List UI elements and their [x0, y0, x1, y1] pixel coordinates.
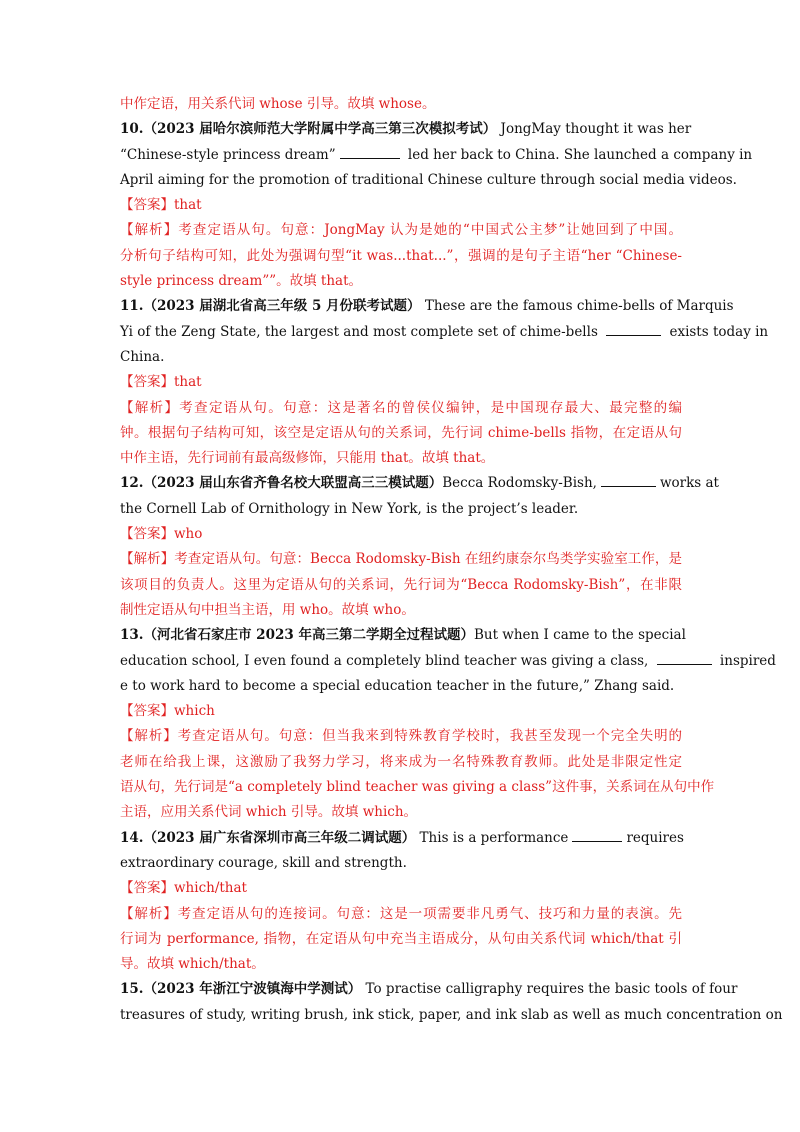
question-source: 15.（2023 年浙江宁波镇海中学测试） — [120, 981, 362, 998]
analysis-line: 【解析】考查定语从句。句意：这是著名的曾侯仪编钟，是中国现存最大、最完整的编 — [120, 399, 682, 416]
text-span: To practise calligraphy requires the basic tools of four — [361, 981, 738, 998]
text-span: Yi of the Zeng State, the largest and most complete set of chime-bells — [120, 323, 603, 340]
question-line — [120, 497, 682, 522]
answer-blank — [340, 144, 400, 159]
question-source: 13.（河北省石家庄市 2023 年高三第二学期全过程试题） — [120, 627, 474, 644]
text-span: education school, I even found a completely blind teacher was giving a class, — [120, 652, 653, 669]
text-span: works at — [659, 475, 719, 492]
analysis-line: 语从句，先行词是“a completely blind teacher was giving a class”这件事，关系词在从句中作 — [120, 779, 715, 796]
text-span: e to work hard to become a special education teacher in the future,” Zhang said. — [120, 677, 675, 694]
text-span: China. — [120, 348, 165, 365]
analysis-line: style princess dream””。故填 that。 — [120, 273, 363, 290]
analysis-line: 导。故填 which/that。 — [120, 956, 265, 973]
text-span: These are the famous chime-bells of Marquis — [420, 298, 734, 315]
text-span: This is a performance — [415, 829, 569, 846]
text-span: 中作定语，用关系代词 whose 引导。故填 whose。 — [120, 96, 436, 112]
analysis-line: 制性定语从句中担当主语，用 who。故填 who。 — [120, 601, 415, 618]
page-content — [120, 92, 783, 1028]
question-line — [120, 851, 682, 876]
text-span: the Cornell Lab of Ornithology in New York, is the project’s leader. — [120, 500, 579, 517]
answer-line: 【答案】that — [120, 374, 202, 391]
question-item — [120, 92, 682, 117]
analysis-line: 该项目的负责人。这里为定语从句的关系词，先行词为“Becca Rodomsky-Bish”，在非限 — [120, 576, 682, 593]
text-span: extraordinary courage, skill and strength. — [120, 854, 407, 871]
question-source: 11.（2023 届湖北省高三年级 5 月份联考试题） — [120, 298, 421, 315]
question-line — [120, 649, 776, 674]
analysis-line — [120, 92, 682, 117]
analysis-line: 钟。根据句子结构可知，该空是定语从句的关系词，先行词 chime-bells 指物，在定语从句 — [120, 424, 682, 441]
text-span: But when I came to the special — [473, 627, 686, 644]
analysis-line: 老师在给我上课，这激励了我努力学习，将来成为一名特殊教育教师。此处是非限定性定 — [120, 753, 682, 770]
text-span: inspired — [715, 652, 776, 669]
question-item — [120, 977, 783, 1028]
question-line — [120, 674, 682, 699]
answer-blank — [572, 827, 622, 842]
question-line — [120, 143, 753, 168]
text-span: Becca Rodomsky-Bish, — [442, 475, 597, 492]
question-item — [120, 826, 682, 978]
answer-line: 【答案】that — [120, 197, 202, 214]
text-span: “Chinese-style princess dream” — [120, 146, 336, 163]
question-source: 14.（2023 届广东省深圳市高三年级二调试题） — [120, 829, 416, 846]
question-line — [120, 345, 682, 370]
text-span: JongMay thought it was her — [496, 121, 692, 138]
analysis-line: 行词为 performance, 指物，在定语从句中充当主语成分，从句由关系代词 which/that 引 — [120, 930, 682, 947]
question-line — [120, 471, 719, 496]
question-line — [120, 294, 734, 319]
question-item — [120, 117, 753, 294]
question-item — [120, 471, 719, 623]
question-item — [120, 623, 776, 825]
analysis-line: 【解析】考查定语从句。句意：JongMay 认为是她的“中国式公主梦”让她回到了中国。 — [120, 222, 682, 239]
answer-line: 【答案】which — [120, 703, 215, 720]
analysis-line: 分析句子结构可知，此处为强调句型“it was...that...”，强调的是句子主语“her “Chinese- — [120, 247, 682, 264]
text-span: exists today in — [665, 323, 769, 340]
analysis-line: 主语，应用关系代词 which 引导。故填 which。 — [120, 804, 418, 821]
question-line — [120, 320, 769, 345]
question-line — [120, 1003, 783, 1028]
text-span: April aiming for the promotion of traditional Chinese culture through social media videos. — [120, 171, 737, 188]
answer-blank — [606, 321, 661, 336]
question-line — [120, 623, 686, 648]
text-span: treasures of study, writing brush, ink stick, paper, and ink slab as well as much concentration on — [120, 1006, 783, 1023]
question-line — [120, 168, 737, 193]
question-line — [120, 977, 738, 1002]
question-item — [120, 294, 769, 471]
question-line — [120, 117, 692, 142]
analysis-line: 【解析】考查定语从句的连接词。句意：这是一项需要非凡勇气、技巧和力量的表演。先 — [120, 905, 682, 922]
analysis-line: 中作主语，先行词前有最高级修饰，只能用 that。故填 that。 — [120, 450, 495, 467]
question-line — [120, 826, 682, 851]
answer-line: 【答案】who — [120, 526, 203, 543]
answer-line: 【答案】which/that — [120, 880, 247, 897]
text-span: requires — [626, 829, 684, 846]
text-span: led her back to China. She launched a company in — [403, 146, 753, 163]
answer-blank — [601, 472, 656, 487]
analysis-line: 【解析】考查定语从句。句意：但当我来到特殊教育学校时，我甚至发现一个完全失明的 — [120, 728, 682, 745]
analysis-line: 【解析】考查定语从句。句意：Becca Rodomsky-Bish 在纽约康奈尔鸟类学实验室工作，是 — [120, 551, 682, 568]
question-source: 10.（2023 届哈尔滨师范大学附属中学高三第三次模拟考试） — [120, 121, 497, 138]
question-source: 12.（2023 届山东省齐鲁名校大联盟高三三模试题） — [120, 475, 443, 492]
answer-blank — [657, 650, 712, 665]
